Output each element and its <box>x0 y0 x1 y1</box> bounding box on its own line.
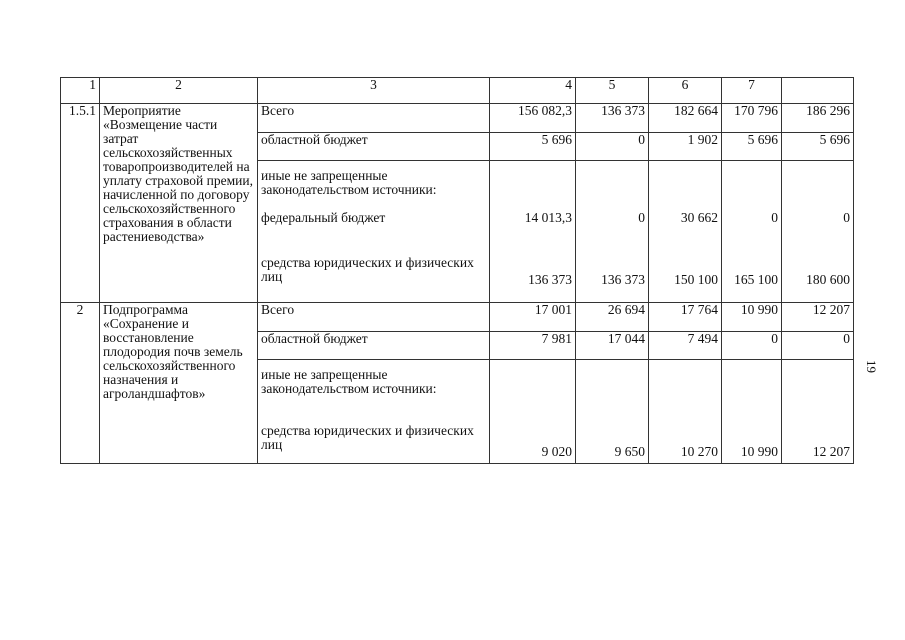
value-cell: 136 373 <box>576 104 649 133</box>
source-cell <box>258 360 490 464</box>
source-label: Всего <box>258 303 490 332</box>
value-cell: 5 696 <box>782 133 854 161</box>
value-cell: 7 981 <box>490 332 576 360</box>
value-cell: 5 696 <box>490 133 576 161</box>
source-label: средства юридических и физических лиц <box>261 255 474 284</box>
source-cell <box>258 161 490 303</box>
header-cell-6: 6 <box>649 78 722 104</box>
value-cell: 156 082,3 <box>490 104 576 133</box>
value-cell: 0 165 100 <box>722 161 782 303</box>
value-cell: 17 001 <box>490 303 576 332</box>
value-cell: 10 990 <box>722 303 782 332</box>
value-cell: 17 044 <box>576 332 649 360</box>
value-cell: 12 207 <box>782 360 854 464</box>
row-code: 2 <box>61 303 100 464</box>
row-code: 1.5.1 <box>61 104 100 303</box>
header-cell-1: 1 <box>61 78 100 104</box>
value-cell: 7 494 <box>649 332 722 360</box>
source-label: средства юридических и физических лиц <box>261 423 474 452</box>
value-cell: 182 664 <box>649 104 722 133</box>
header-cell-5: 5 <box>576 78 649 104</box>
header-cell-2: 2 <box>100 78 258 104</box>
value-cell: 0 136 373 <box>576 161 649 303</box>
budget-table <box>60 77 854 464</box>
source-label: областной бюджет <box>258 133 490 161</box>
source-label: иные не запрещенные законодательством источники: <box>261 367 437 396</box>
value-cell: 170 796 <box>722 104 782 133</box>
table-row <box>61 104 854 133</box>
value-cell: 17 764 <box>649 303 722 332</box>
value-cell: 1 902 <box>649 133 722 161</box>
value-cell: 12 207 <box>782 303 854 332</box>
value-cell: 0 180 600 <box>782 161 854 303</box>
value-cell: 30 662 150 100 <box>649 161 722 303</box>
value-cell: 0 <box>576 133 649 161</box>
value-cell: 26 694 <box>576 303 649 332</box>
value-cell: 10 270 <box>649 360 722 464</box>
header-cell-4: 4 <box>490 78 576 104</box>
value-cell: 14 013,3 136 373 <box>490 161 576 303</box>
header-cell-3: 3 <box>258 78 490 104</box>
value-cell: 9 650 <box>576 360 649 464</box>
value-cell: 10 990 <box>722 360 782 464</box>
page-number: 19 <box>864 360 879 373</box>
table-row <box>61 303 854 332</box>
row-name: Подпрограмма «Сохранение и восстановление плодородия почв земель сельскохозяйственного назначения и агроландшафтов» <box>100 303 258 464</box>
value-cell: 9 020 <box>490 360 576 464</box>
value-cell: 0 <box>782 332 854 360</box>
source-label: федеральный бюджет <box>261 210 386 225</box>
source-label: Всего <box>258 104 490 133</box>
value-cell: 5 696 <box>722 133 782 161</box>
source-label: иные не запрещенные законодательством источники: <box>261 168 437 197</box>
value-cell: 0 <box>722 332 782 360</box>
source-label: областной бюджет <box>258 332 490 360</box>
value-cell: 186 296 <box>782 104 854 133</box>
header-row <box>61 78 854 104</box>
row-name: Мероприятие «Возмещение части затрат сельскохозяйственных товаропроизводителей на уплату страховой премии, начисленной по договору сельскохозяйственного страхования в области растениеводства» <box>100 104 258 303</box>
header-cell-7: 7 <box>722 78 782 104</box>
header-cell-8 <box>782 78 854 104</box>
